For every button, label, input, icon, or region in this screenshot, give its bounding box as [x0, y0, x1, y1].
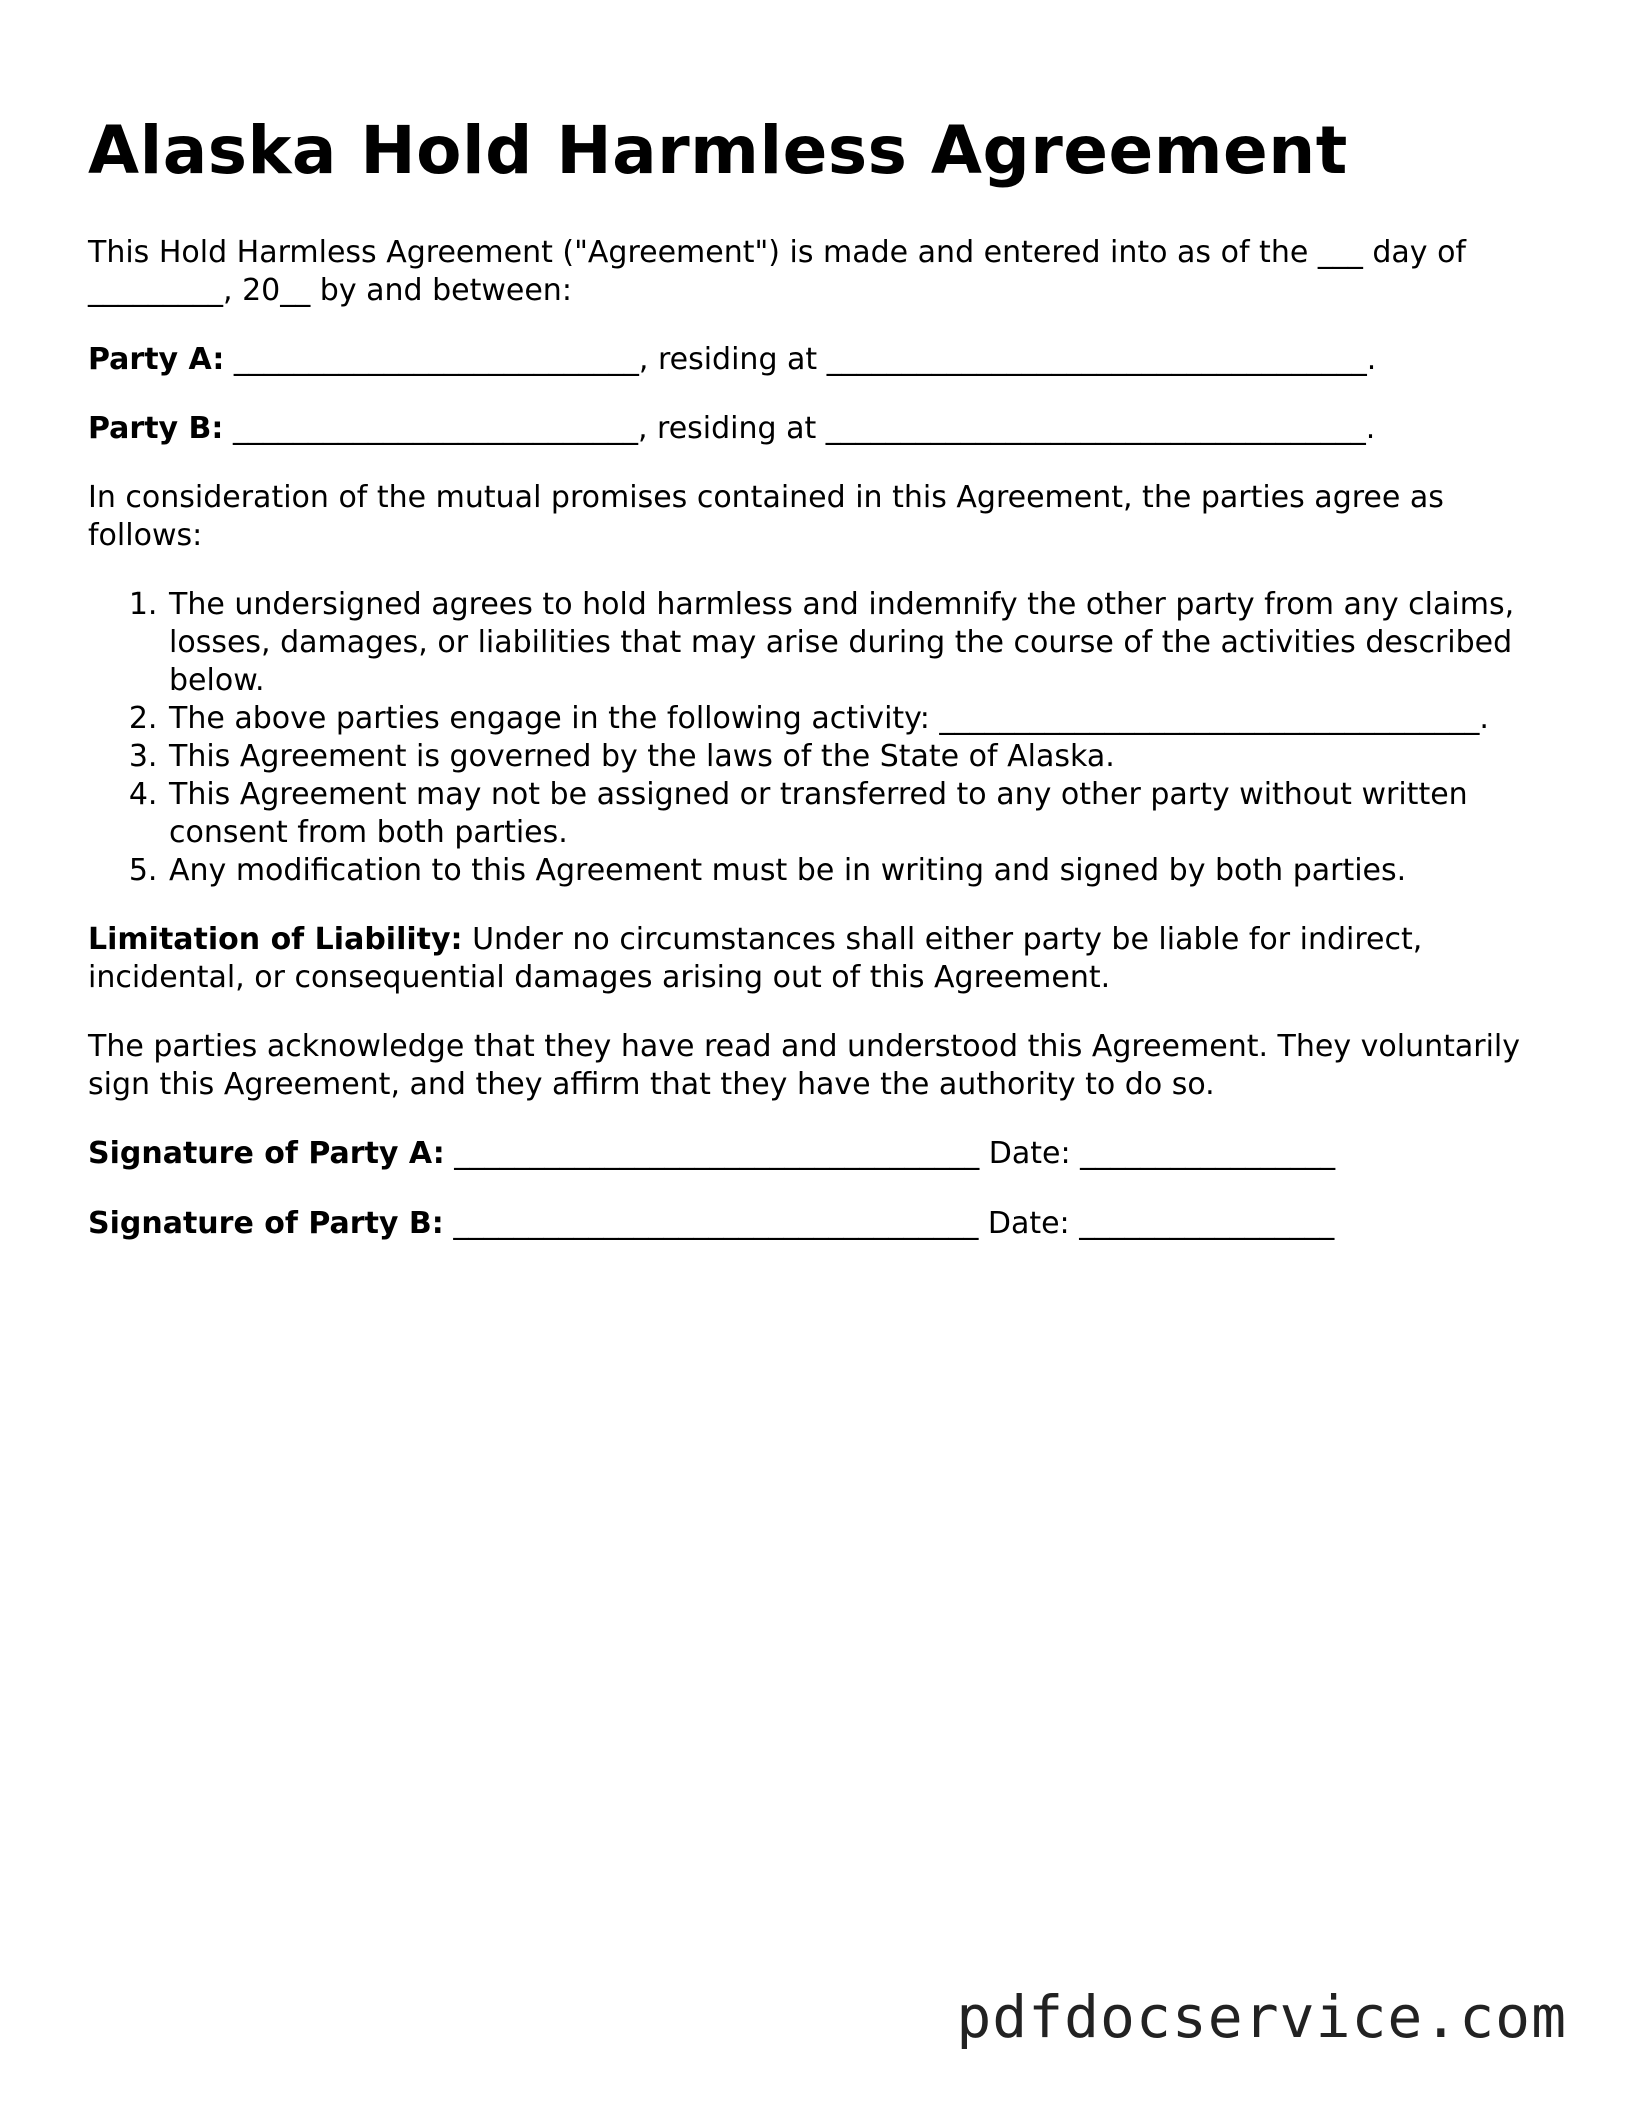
party-a-line	[88, 341, 1548, 379]
party-b-line	[88, 410, 1548, 448]
signature-b-text: ___________________________________ Date: _________________	[443, 1206, 1335, 1241]
party-b-text: ___________________________, residing at ____________________________________.	[223, 411, 1376, 446]
limitation-label: Limitation of Liability:	[88, 922, 463, 957]
limitation-paragraph	[88, 921, 1548, 997]
term-item: 4. This Agreement may not be assigned or transferred to any other party without written consent from both parties.	[167, 776, 1548, 852]
limitation-text: Under no circumstances shall either party be liable for indirect, incidental, or consequential damages arising out of this Agreement.	[88, 922, 1423, 995]
term-item: 1. The undersigned agrees to hold harmless and indemnify the other party from any claims, losses, damages, or liabilities that may arise during the course of the activities described below.	[167, 586, 1548, 700]
party-a-text: ___________________________, residing at ____________________________________.	[224, 342, 1377, 377]
terms-list	[88, 586, 1548, 890]
term-item: 5. Any modification to this Agreement must be in writing and signed by both parties.	[167, 852, 1548, 890]
acknowledgment-paragraph: The parties acknowledge that they have read and understood this Agreement. They voluntarily sign this Agreement, and they affirm that they have the authority to do so.	[88, 1029, 1521, 1102]
signature-a-text: ___________________________________ Date: _________________	[444, 1136, 1336, 1171]
term-item: 3. This Agreement is governed by the laws of the State of Alaska.	[167, 738, 1548, 776]
party-a-label: Party A:	[88, 342, 225, 377]
signature-b-label: Signature of Party B:	[88, 1206, 444, 1241]
consideration-paragraph: In consideration of the mutual promises contained in this Agreement, the parties agree as follows:	[88, 480, 1444, 553]
watermark: pdfdocservice.com	[956, 1983, 1567, 2051]
signature-a-label: Signature of Party A:	[88, 1136, 445, 1171]
party-b-label: Party B:	[88, 411, 224, 446]
document-title: Alaska Hold Harmless Agreement	[88, 112, 1348, 189]
intro-paragraph: This Hold Harmless Agreement ("Agreement") is made and entered into as of the ___ day of _________, 20__ by and between:	[88, 235, 1466, 308]
signature-line-party-a	[88, 1135, 1548, 1173]
signature-line-party-b	[88, 1205, 1548, 1243]
document-page	[88, 110, 1548, 1275]
term-item: 2. The above parties engage in the following activity: ____________________________________.	[167, 700, 1548, 738]
